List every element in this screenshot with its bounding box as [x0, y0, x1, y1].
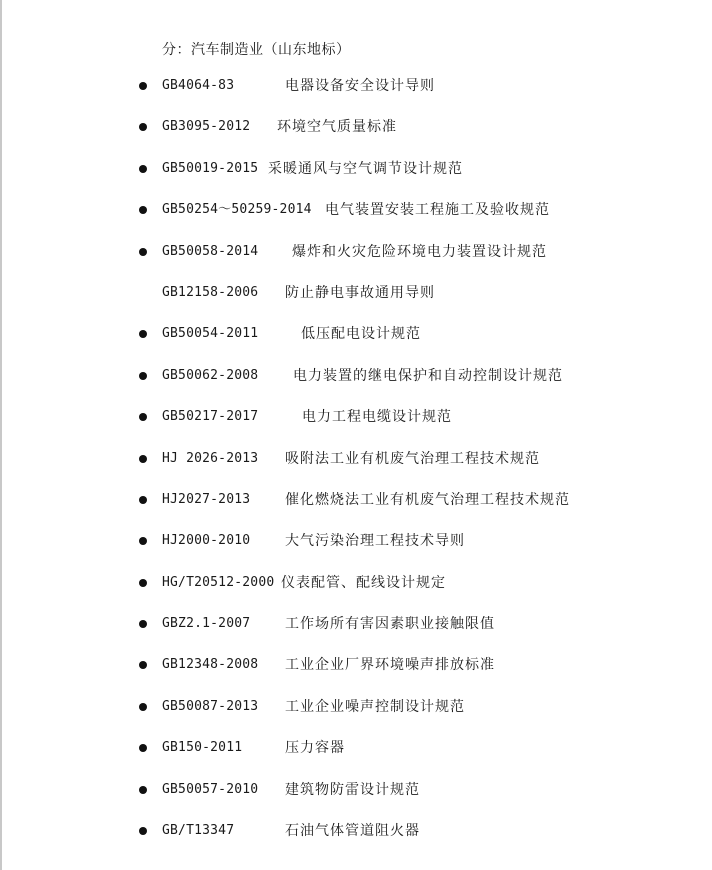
bullet-icon [139, 330, 147, 338]
standard-title: 低压配电设计规范 [301, 326, 421, 343]
standard-title: 工作场所有害因素职业接触限值 [285, 616, 495, 633]
list-item [0, 738, 712, 779]
list-item [0, 821, 712, 862]
list-item [0, 490, 712, 531]
list-item [0, 200, 712, 241]
standard-code: GB50054-2011 [162, 326, 259, 342]
standard-title: 压力容器 [285, 740, 345, 757]
standard-code: GB/T13347 [162, 823, 235, 839]
standard-code: GB50062-2008 [162, 367, 259, 383]
standard-title: 工业企业噪声控制设计规范 [285, 698, 465, 715]
bullet-icon [139, 123, 147, 131]
standard-title: 防止静电事故通用导则 [285, 284, 435, 301]
standard-title: 大气污染治理工程技术导则 [285, 533, 465, 550]
bullet-icon [139, 620, 147, 628]
standard-code: HG/T20512-2000 [162, 574, 275, 590]
list-item [0, 780, 712, 821]
list-item [0, 614, 712, 655]
standard-code: GB50019-2015 [162, 160, 259, 176]
standard-title: 采暖通风与空气调节设计规范 [268, 160, 463, 177]
list-item [0, 407, 712, 448]
standard-code: GB3095-2012 [162, 119, 251, 135]
list-item [0, 117, 712, 158]
standard-title: 电力工程电缆设计规范 [302, 409, 452, 426]
standard-title: 电气装置安装工程施工及验收规范 [325, 202, 550, 219]
standard-code: HJ2000-2010 [162, 533, 251, 549]
standard-title: 电器设备安全设计导则 [285, 78, 435, 94]
standard-code: GB12158-2006 [162, 284, 259, 300]
list-item [0, 573, 712, 614]
list-item [0, 76, 712, 117]
standard-code: GB12348-2008 [162, 657, 259, 673]
standard-code: GBZ2.1-2007 [162, 616, 251, 632]
standard-title: 吸附法工业有机废气治理工程技术规范 [285, 450, 540, 467]
list-item [0, 159, 712, 200]
bullet-icon [139, 165, 147, 173]
bullet-icon [139, 827, 147, 835]
bullet-icon [139, 661, 147, 669]
standard-title: 电力装置的继电保护和自动控制设计规范 [293, 367, 563, 384]
standard-code: HJ2027-2013 [162, 491, 251, 507]
list-item [0, 449, 712, 490]
standard-code: GB150-2011 [162, 740, 243, 756]
bullet-icon [139, 744, 147, 752]
list-item [0, 242, 712, 283]
list-item [0, 655, 712, 696]
standard-title: 环境空气质量标准 [277, 119, 397, 136]
list-item [0, 324, 712, 365]
bullet-icon [139, 786, 147, 794]
list-item [0, 366, 712, 407]
bullet-icon [139, 248, 147, 256]
standards-list [0, 76, 712, 862]
bullet-icon [139, 579, 147, 587]
list-item [0, 531, 712, 572]
standard-code: GB50087-2013 [162, 698, 259, 714]
standard-code: GB50058-2014 [162, 243, 259, 259]
standard-title: 爆炸和火灾危险环境电力装置设计规范 [292, 243, 547, 260]
bullet-icon [139, 413, 147, 421]
standard-title: 建筑物防雷设计规范 [285, 781, 420, 798]
list-item [0, 697, 712, 738]
standard-code: HJ 2026-2013 [162, 450, 259, 466]
standard-code: GB50217-2017 [162, 409, 259, 425]
bullet-icon [139, 372, 147, 380]
bullet-icon [139, 206, 147, 214]
standard-title: 石油气体管道阻火器 [285, 823, 420, 840]
bullet-icon [139, 496, 147, 504]
standard-code: GB4064-83 [162, 78, 235, 93]
list-item [0, 283, 712, 324]
section-heading: 分：汽车制造业（山东地标） [162, 42, 351, 58]
standard-title: 工业企业厂界环境噪声排放标准 [285, 657, 495, 674]
bullet-icon [139, 703, 147, 711]
standard-code: GB50057-2010 [162, 781, 259, 797]
bullet-icon [139, 82, 147, 90]
standard-code: GB50254～50259-2014 [162, 202, 312, 218]
bullet-icon [139, 537, 147, 545]
standard-title: 仪表配管、配线设计规定 [281, 574, 446, 591]
bullet-icon [139, 455, 147, 463]
standard-title: 催化燃烧法工业有机废气治理工程技术规范 [285, 491, 570, 508]
